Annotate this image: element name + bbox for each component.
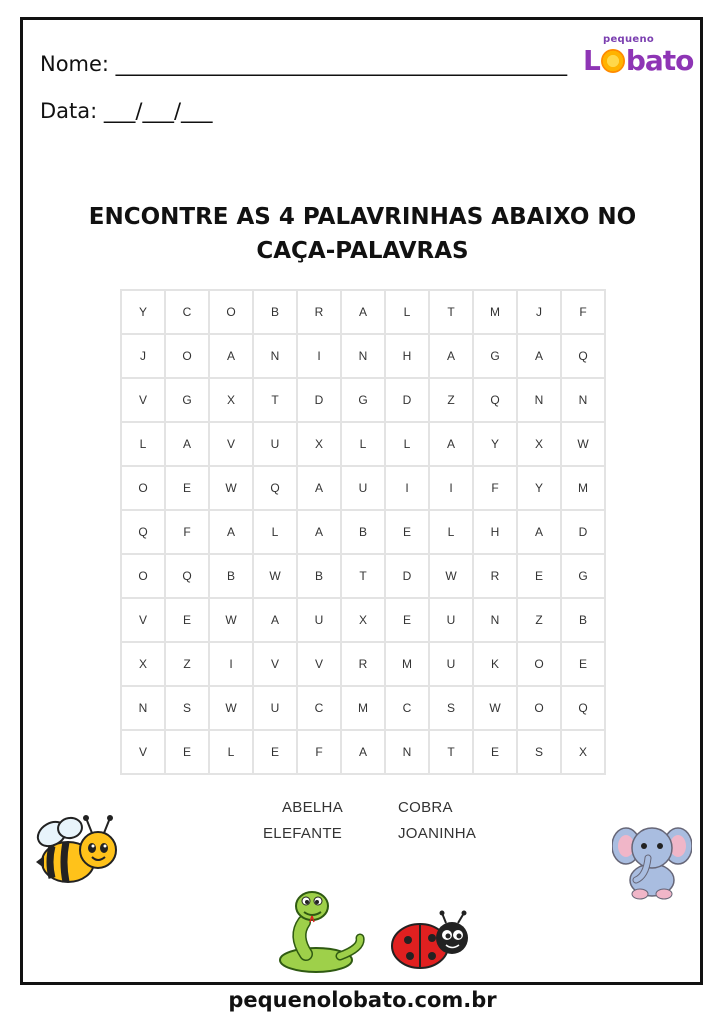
bee-illustration [30, 812, 122, 892]
grid-cell[interactable]: A [429, 422, 473, 466]
grid-cell[interactable]: H [385, 334, 429, 378]
grid-row [121, 378, 605, 422]
grid-cell[interactable]: L [121, 422, 165, 466]
grid-cell[interactable]: V [297, 642, 341, 686]
grid-cell[interactable]: L [341, 422, 385, 466]
word-search-grid [120, 289, 606, 775]
grid-cell[interactable]: A [341, 290, 385, 334]
grid-cell[interactable]: X [517, 422, 561, 466]
grid-cell[interactable]: C [297, 686, 341, 730]
grid-cell[interactable]: H [473, 510, 517, 554]
grid-cell[interactable]: Q [561, 686, 605, 730]
grid-row [121, 598, 605, 642]
grid-cell[interactable]: U [341, 466, 385, 510]
grid-cell[interactable]: A [209, 334, 253, 378]
grid-cell[interactable]: U [297, 598, 341, 642]
grid-cell[interactable]: A [517, 510, 561, 554]
pequeno-lobato-logo [583, 34, 695, 80]
word-list-item-cobra: COBRA [398, 799, 453, 816]
grid-cell[interactable]: W [209, 466, 253, 510]
date-field-label: Data: ___/___/___ [40, 99, 213, 123]
grid-cell[interactable]: Q [473, 378, 517, 422]
grid-cell[interactable]: N [517, 378, 561, 422]
grid-cell[interactable]: S [517, 730, 561, 774]
grid-cell[interactable]: L [385, 290, 429, 334]
grid-cell[interactable]: W [253, 554, 297, 598]
grid-cell[interactable]: W [209, 686, 253, 730]
grid-cell[interactable]: U [253, 686, 297, 730]
grid-cell[interactable]: E [517, 554, 561, 598]
grid-row [121, 334, 605, 378]
grid-cell[interactable]: W [473, 686, 517, 730]
grid-cell[interactable]: X [341, 598, 385, 642]
grid-cell[interactable]: X [121, 642, 165, 686]
word-list-item-joaninha: JOANINHA [398, 825, 477, 842]
grid-cell[interactable]: M [561, 466, 605, 510]
word-list-item-elefante: ELEFANTE [263, 825, 343, 842]
grid-cell[interactable]: D [385, 554, 429, 598]
logo-swirl-icon [601, 49, 625, 73]
grid-cell[interactable]: X [209, 378, 253, 422]
grid-cell[interactable]: O [165, 334, 209, 378]
grid-cell[interactable]: A [297, 510, 341, 554]
grid-cell[interactable]: V [121, 378, 165, 422]
grid-cell[interactable]: D [385, 378, 429, 422]
grid-cell[interactable]: Y [517, 466, 561, 510]
grid-cell[interactable]: M [341, 686, 385, 730]
grid-cell[interactable]: C [385, 686, 429, 730]
grid-cell[interactable]: Q [561, 334, 605, 378]
grid-cell[interactable]: X [561, 730, 605, 774]
grid-cell[interactable]: N [121, 686, 165, 730]
grid-cell[interactable]: B [341, 510, 385, 554]
grid-cell[interactable]: W [209, 598, 253, 642]
grid-cell[interactable]: T [253, 378, 297, 422]
grid-cell[interactable]: B [209, 554, 253, 598]
grid-row [121, 686, 605, 730]
grid-cell[interactable]: O [209, 290, 253, 334]
grid-cell[interactable]: O [121, 554, 165, 598]
grid-cell[interactable]: T [429, 290, 473, 334]
grid-cell[interactable]: U [429, 598, 473, 642]
snake-illustration [276, 888, 366, 976]
logo-main-text [583, 44, 693, 77]
grid-cell[interactable]: F [561, 290, 605, 334]
website-footer: pequenolobato.com.br [228, 988, 497, 1012]
grid-cell[interactable]: B [561, 598, 605, 642]
logo-letter-l: L [583, 44, 600, 77]
grid-cell[interactable]: L [253, 510, 297, 554]
logo-rest-text: bato [625, 44, 694, 77]
logo-small-text: pequeno [603, 34, 655, 45]
grid-cell[interactable]: E [385, 598, 429, 642]
grid-cell[interactable]: A [253, 598, 297, 642]
grid-cell[interactable]: T [429, 730, 473, 774]
grid-cell[interactable]: A [429, 334, 473, 378]
grid-cell[interactable]: G [473, 334, 517, 378]
grid-cell[interactable]: R [473, 554, 517, 598]
grid-cell[interactable]: M [385, 642, 429, 686]
grid-cell[interactable]: N [473, 598, 517, 642]
grid-cell[interactable]: A [297, 466, 341, 510]
grid-cell[interactable]: T [341, 554, 385, 598]
page-title [60, 200, 665, 268]
grid-cell[interactable]: N [253, 334, 297, 378]
grid-cell[interactable]: A [341, 730, 385, 774]
grid-cell[interactable]: I [297, 334, 341, 378]
grid-row [121, 466, 605, 510]
grid-cell[interactable]: D [561, 510, 605, 554]
grid-row [121, 730, 605, 774]
grid-cell[interactable]: O [517, 642, 561, 686]
name-field-label: Nome: ___________________________________________ [40, 52, 568, 76]
grid-cell[interactable]: R [297, 290, 341, 334]
grid-cell[interactable]: N [385, 730, 429, 774]
title-line-1: ENCONTRE AS 4 PALAVRINHAS ABAIXO NO [88, 204, 637, 230]
grid-cell[interactable]: V [121, 598, 165, 642]
grid-cell[interactable]: U [429, 642, 473, 686]
grid-cell[interactable]: E [385, 510, 429, 554]
grid-cell[interactable]: S [165, 686, 209, 730]
grid-cell[interactable]: Q [165, 554, 209, 598]
grid-cell[interactable]: G [561, 554, 605, 598]
grid-row [121, 290, 605, 334]
grid-cell[interactable]: I [385, 466, 429, 510]
grid-cell[interactable]: Y [473, 422, 517, 466]
grid-cell[interactable]: A [517, 334, 561, 378]
grid-cell[interactable]: A [209, 510, 253, 554]
grid-cell[interactable]: E [165, 466, 209, 510]
grid-cell[interactable]: E [165, 598, 209, 642]
grid-cell[interactable]: O [121, 466, 165, 510]
grid-cell[interactable]: E [253, 730, 297, 774]
grid-cell[interactable]: N [561, 378, 605, 422]
grid-cell[interactable]: K [473, 642, 517, 686]
grid-cell[interactable]: E [473, 730, 517, 774]
grid-cell[interactable]: Q [253, 466, 297, 510]
grid-cell[interactable]: V [253, 642, 297, 686]
grid-cell[interactable]: F [297, 730, 341, 774]
grid-cell[interactable]: Z [165, 642, 209, 686]
grid-cell[interactable]: C [165, 290, 209, 334]
grid-cell[interactable]: J [517, 290, 561, 334]
grid-cell[interactable]: G [165, 378, 209, 422]
grid-cell[interactable]: U [253, 422, 297, 466]
grid-cell[interactable]: E [561, 642, 605, 686]
grid-cell[interactable]: F [165, 510, 209, 554]
elephant-illustration [612, 818, 692, 900]
grid-cell[interactable]: B [253, 290, 297, 334]
grid-cell[interactable]: L [385, 422, 429, 466]
grid-cell[interactable]: B [297, 554, 341, 598]
grid-cell[interactable]: O [517, 686, 561, 730]
grid-cell[interactable]: J [121, 334, 165, 378]
grid-cell[interactable]: I [209, 642, 253, 686]
grid-cell[interactable]: W [429, 554, 473, 598]
grid-cell[interactable]: Z [429, 378, 473, 422]
grid-cell[interactable]: W [561, 422, 605, 466]
ladybug-illustration [388, 910, 472, 976]
grid-cell[interactable]: N [341, 334, 385, 378]
grid-cell[interactable]: Y [121, 290, 165, 334]
grid-cell[interactable]: A [165, 422, 209, 466]
grid-cell[interactable]: V [209, 422, 253, 466]
grid-cell[interactable]: G [341, 378, 385, 422]
grid-cell[interactable]: D [297, 378, 341, 422]
grid-cell[interactable]: F [473, 466, 517, 510]
grid-row [121, 554, 605, 598]
grid-cell[interactable]: I [429, 466, 473, 510]
grid-cell[interactable]: V [121, 730, 165, 774]
word-list-item-abelha: ABELHA [282, 799, 343, 816]
grid-cell[interactable]: R [341, 642, 385, 686]
grid-cell[interactable]: M [473, 290, 517, 334]
grid-row [121, 510, 605, 554]
grid-cell[interactable]: Z [517, 598, 561, 642]
grid-cell[interactable]: S [429, 686, 473, 730]
title-line-2: CAÇA-PALAVRAS [256, 238, 469, 264]
grid-cell[interactable]: E [165, 730, 209, 774]
grid-cell[interactable]: L [209, 730, 253, 774]
grid-row [121, 642, 605, 686]
grid-cell[interactable]: Q [121, 510, 165, 554]
grid-row [121, 422, 605, 466]
grid-cell[interactable]: L [429, 510, 473, 554]
grid-cell[interactable]: X [297, 422, 341, 466]
